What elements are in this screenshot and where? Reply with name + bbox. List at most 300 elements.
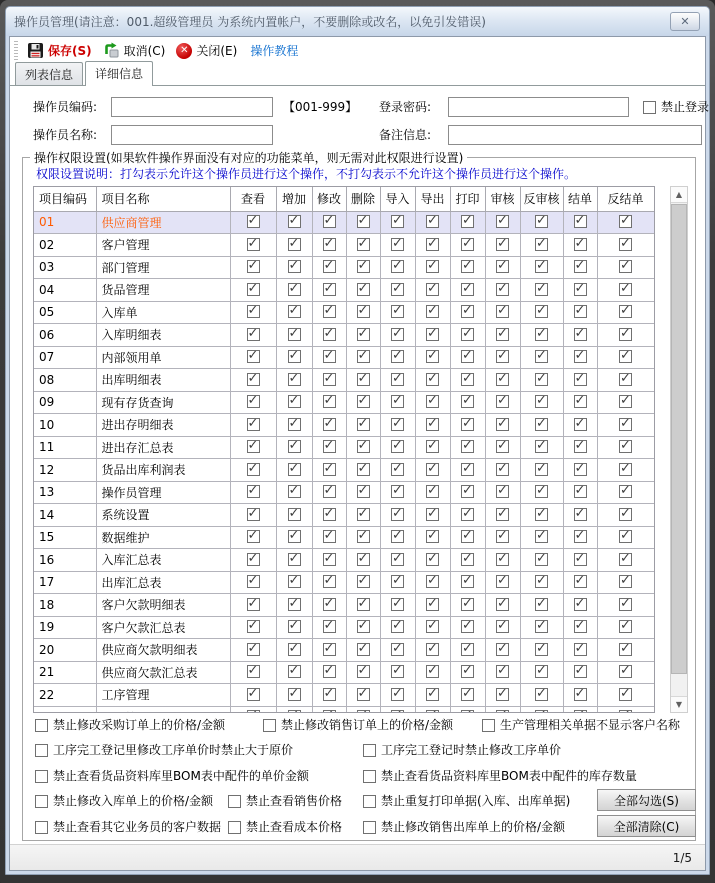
permission-checkbox[interactable] bbox=[323, 328, 336, 341]
permission-checkbox[interactable] bbox=[357, 283, 370, 296]
column-header[interactable]: 增加 bbox=[276, 187, 312, 211]
permission-checkbox[interactable] bbox=[391, 463, 404, 476]
column-header[interactable]: 项目名称 bbox=[96, 187, 230, 211]
permission-checkbox[interactable] bbox=[323, 620, 336, 633]
permission-checkbox[interactable] bbox=[619, 373, 632, 386]
permission-checkbox[interactable] bbox=[461, 598, 474, 611]
permission-checkbox[interactable] bbox=[535, 688, 548, 701]
operator-name-input[interactable] bbox=[111, 125, 273, 145]
permission-checkbox[interactable] bbox=[574, 373, 587, 386]
table-row[interactable] bbox=[34, 616, 654, 639]
permission-checkbox[interactable] bbox=[619, 643, 632, 656]
permission-checkbox[interactable] bbox=[426, 553, 439, 566]
permission-checkbox[interactable] bbox=[288, 238, 301, 251]
permission-checkbox[interactable] bbox=[574, 260, 587, 273]
permission-checkbox[interactable] bbox=[288, 508, 301, 521]
permission-checkbox[interactable] bbox=[574, 463, 587, 476]
permission-checkbox[interactable] bbox=[391, 440, 404, 453]
permission-checkbox[interactable] bbox=[535, 373, 548, 386]
permission-checkbox[interactable] bbox=[535, 215, 548, 228]
permission-checkbox[interactable] bbox=[288, 643, 301, 656]
restriction-checkbox[interactable] bbox=[35, 770, 48, 783]
permission-checkbox[interactable] bbox=[619, 328, 632, 341]
permission-checkbox[interactable] bbox=[288, 688, 301, 701]
permission-checkbox[interactable] bbox=[391, 283, 404, 296]
permission-checkbox[interactable] bbox=[619, 283, 632, 296]
table-row[interactable] bbox=[34, 346, 654, 369]
permission-checkbox[interactable] bbox=[391, 485, 404, 498]
permission-checkbox[interactable] bbox=[288, 553, 301, 566]
scroll-up-icon[interactable]: ▲ bbox=[671, 187, 687, 203]
permission-checkbox[interactable] bbox=[461, 553, 474, 566]
permission-checkbox[interactable] bbox=[391, 508, 404, 521]
permission-checkbox[interactable] bbox=[426, 328, 439, 341]
permission-checkbox[interactable] bbox=[323, 530, 336, 543]
permission-checkbox[interactable] bbox=[323, 598, 336, 611]
permission-checkbox[interactable] bbox=[496, 643, 509, 656]
permission-checkbox[interactable] bbox=[619, 440, 632, 453]
permission-checkbox[interactable] bbox=[461, 688, 474, 701]
permission-checkbox[interactable] bbox=[391, 260, 404, 273]
permission-checkbox[interactable] bbox=[391, 643, 404, 656]
permission-checkbox[interactable] bbox=[288, 395, 301, 408]
permission-checkbox[interactable] bbox=[496, 350, 509, 363]
permission-checkbox[interactable] bbox=[391, 575, 404, 588]
permission-checkbox[interactable] bbox=[496, 620, 509, 633]
column-header[interactable]: 结单 bbox=[563, 187, 597, 211]
column-header[interactable]: 审核 bbox=[485, 187, 520, 211]
save-button[interactable] bbox=[23, 40, 99, 61]
permission-checkbox[interactable] bbox=[461, 305, 474, 318]
permission-checkbox[interactable] bbox=[288, 575, 301, 588]
column-header[interactable]: 项目编码 bbox=[34, 187, 96, 211]
table-row[interactable] bbox=[34, 639, 654, 662]
permission-checkbox[interactable] bbox=[357, 350, 370, 363]
permission-checkbox[interactable] bbox=[619, 530, 632, 543]
restriction-option[interactable] bbox=[228, 815, 342, 840]
permission-checkbox[interactable] bbox=[357, 485, 370, 498]
permission-checkbox[interactable] bbox=[535, 283, 548, 296]
permission-checkbox[interactable] bbox=[461, 238, 474, 251]
table-row[interactable] bbox=[34, 436, 654, 459]
permission-checkbox[interactable] bbox=[247, 530, 260, 543]
permission-checkbox[interactable] bbox=[426, 215, 439, 228]
restriction-checkbox[interactable] bbox=[363, 770, 376, 783]
permission-checkbox[interactable] bbox=[247, 508, 260, 521]
permission-checkbox[interactable] bbox=[247, 395, 260, 408]
permission-checkbox[interactable] bbox=[357, 373, 370, 386]
permission-checkbox[interactable] bbox=[357, 463, 370, 476]
permission-checkbox[interactable] bbox=[288, 665, 301, 678]
permission-checkbox[interactable] bbox=[247, 553, 260, 566]
permission-checkbox[interactable] bbox=[391, 238, 404, 251]
permission-checkbox[interactable] bbox=[535, 620, 548, 633]
permission-checkbox[interactable] bbox=[619, 575, 632, 588]
permission-checkbox[interactable] bbox=[391, 328, 404, 341]
permission-checkbox[interactable] bbox=[535, 553, 548, 566]
permission-checkbox[interactable] bbox=[323, 260, 336, 273]
window-close-button[interactable]: ✕ bbox=[670, 12, 700, 31]
permission-checkbox[interactable] bbox=[426, 283, 439, 296]
permission-checkbox[interactable] bbox=[288, 283, 301, 296]
permission-checkbox[interactable] bbox=[535, 665, 548, 678]
permission-checkbox[interactable] bbox=[461, 463, 474, 476]
permission-checkbox[interactable] bbox=[247, 485, 260, 498]
tab-detail-info[interactable]: 详细信息 bbox=[85, 61, 153, 86]
permission-checkbox[interactable] bbox=[619, 395, 632, 408]
permission-checkbox[interactable] bbox=[619, 463, 632, 476]
permission-checkbox[interactable] bbox=[461, 508, 474, 521]
permission-checkbox[interactable] bbox=[426, 688, 439, 701]
permission-checkbox[interactable] bbox=[461, 350, 474, 363]
column-header[interactable]: 反审核 bbox=[520, 187, 563, 211]
permission-checkbox[interactable] bbox=[535, 463, 548, 476]
operator-code-input[interactable] bbox=[111, 97, 273, 117]
permission-checkbox[interactable] bbox=[288, 485, 301, 498]
permission-checkbox[interactable] bbox=[391, 598, 404, 611]
table-row[interactable] bbox=[34, 684, 654, 707]
permission-checkbox[interactable] bbox=[496, 553, 509, 566]
permission-checkbox[interactable] bbox=[426, 598, 439, 611]
permission-checkbox[interactable] bbox=[391, 305, 404, 318]
table-row[interactable] bbox=[34, 594, 654, 617]
permission-checkbox[interactable] bbox=[426, 575, 439, 588]
permission-checkbox[interactable] bbox=[619, 485, 632, 498]
permission-checkbox[interactable] bbox=[496, 418, 509, 431]
restriction-option[interactable] bbox=[35, 815, 221, 840]
permission-checkbox[interactable] bbox=[426, 508, 439, 521]
column-header[interactable]: 删除 bbox=[346, 187, 380, 211]
permission-checkbox[interactable] bbox=[357, 598, 370, 611]
permission-checkbox[interactable] bbox=[574, 508, 587, 521]
permission-checkbox[interactable] bbox=[247, 688, 260, 701]
restriction-checkbox[interactable] bbox=[482, 719, 495, 732]
permission-checkbox[interactable] bbox=[619, 238, 632, 251]
table-row[interactable] bbox=[34, 279, 654, 302]
permission-checkbox[interactable] bbox=[247, 260, 260, 273]
permission-checkbox[interactable] bbox=[357, 305, 370, 318]
scroll-down-icon[interactable]: ▼ bbox=[671, 696, 687, 712]
restriction-option[interactable] bbox=[363, 815, 565, 840]
permission-checkbox[interactable] bbox=[357, 440, 370, 453]
restriction-option[interactable] bbox=[35, 789, 213, 814]
permission-checkbox[interactable] bbox=[496, 440, 509, 453]
permission-checkbox[interactable] bbox=[391, 215, 404, 228]
permission-checkbox[interactable] bbox=[247, 575, 260, 588]
table-row[interactable] bbox=[34, 549, 654, 572]
permission-checkbox[interactable] bbox=[461, 373, 474, 386]
permission-checkbox[interactable] bbox=[461, 485, 474, 498]
table-vertical-scrollbar[interactable] bbox=[670, 186, 688, 713]
restriction-checkbox[interactable] bbox=[35, 744, 48, 757]
permission-checkbox[interactable] bbox=[247, 350, 260, 363]
permission-checkbox[interactable] bbox=[391, 553, 404, 566]
permission-checkbox[interactable] bbox=[288, 598, 301, 611]
cancel-button[interactable] bbox=[99, 40, 173, 61]
check-all-button[interactable]: 全部勾选(S) bbox=[597, 789, 696, 811]
permission-checkbox[interactable] bbox=[461, 418, 474, 431]
permission-checkbox[interactable] bbox=[426, 620, 439, 633]
permission-checkbox[interactable] bbox=[426, 373, 439, 386]
permission-checkbox[interactable] bbox=[574, 283, 587, 296]
column-header[interactable]: 导出 bbox=[415, 187, 450, 211]
close-button[interactable] bbox=[172, 40, 244, 61]
permission-checkbox[interactable] bbox=[391, 350, 404, 363]
permission-checkbox[interactable] bbox=[357, 215, 370, 228]
permission-checkbox[interactable] bbox=[619, 350, 632, 363]
permission-checkbox[interactable] bbox=[496, 395, 509, 408]
permission-checkbox[interactable] bbox=[288, 215, 301, 228]
permission-checkbox[interactable] bbox=[323, 215, 336, 228]
permission-checkbox[interactable] bbox=[426, 643, 439, 656]
permission-checkbox[interactable] bbox=[247, 238, 260, 251]
permission-checkbox[interactable] bbox=[535, 485, 548, 498]
permission-checkbox[interactable] bbox=[619, 665, 632, 678]
permission-checkbox[interactable] bbox=[288, 440, 301, 453]
permission-checkbox[interactable] bbox=[619, 305, 632, 318]
permission-checkbox[interactable] bbox=[247, 440, 260, 453]
permission-checkbox[interactable] bbox=[426, 463, 439, 476]
permission-checkbox[interactable] bbox=[461, 440, 474, 453]
permission-checkbox[interactable] bbox=[357, 575, 370, 588]
permission-checkbox[interactable] bbox=[247, 643, 260, 656]
permission-checkbox[interactable] bbox=[496, 530, 509, 543]
permission-checkbox[interactable] bbox=[323, 665, 336, 678]
table-row[interactable] bbox=[34, 661, 654, 684]
permission-checkbox[interactable] bbox=[426, 350, 439, 363]
permission-checkbox[interactable] bbox=[535, 328, 548, 341]
permission-checkbox[interactable] bbox=[574, 575, 587, 588]
scrollbar-thumb[interactable] bbox=[671, 204, 687, 674]
table-row[interactable] bbox=[34, 211, 654, 234]
table-row[interactable] bbox=[34, 504, 654, 527]
permission-checkbox[interactable] bbox=[496, 463, 509, 476]
permission-checkbox[interactable] bbox=[461, 283, 474, 296]
permission-checkbox[interactable] bbox=[357, 620, 370, 633]
permission-checkbox[interactable] bbox=[574, 620, 587, 633]
column-header[interactable]: 修改 bbox=[312, 187, 346, 211]
permission-checkbox[interactable] bbox=[323, 643, 336, 656]
permission-checkbox[interactable] bbox=[574, 643, 587, 656]
permission-checkbox[interactable] bbox=[619, 620, 632, 633]
permission-checkbox[interactable] bbox=[288, 620, 301, 633]
permission-checkbox[interactable] bbox=[574, 553, 587, 566]
permission-checkbox[interactable] bbox=[461, 260, 474, 273]
permission-checkbox[interactable] bbox=[357, 553, 370, 566]
permission-checkbox[interactable] bbox=[247, 305, 260, 318]
permission-checkbox[interactable] bbox=[535, 260, 548, 273]
permission-checkbox[interactable] bbox=[426, 485, 439, 498]
column-header[interactable]: 导入 bbox=[380, 187, 415, 211]
permission-checkbox[interactable] bbox=[357, 508, 370, 521]
table-row[interactable] bbox=[34, 391, 654, 414]
restriction-option[interactable] bbox=[363, 764, 637, 789]
permission-checkbox[interactable] bbox=[461, 643, 474, 656]
permission-checkbox[interactable] bbox=[323, 553, 336, 566]
permission-checkbox[interactable] bbox=[496, 260, 509, 273]
restriction-option[interactable] bbox=[35, 738, 293, 763]
permission-checkbox[interactable] bbox=[391, 373, 404, 386]
permission-checkbox[interactable] bbox=[535, 508, 548, 521]
tutorial-link[interactable]: 操作教程 bbox=[250, 44, 299, 58]
permission-checkbox[interactable] bbox=[496, 373, 509, 386]
permission-checkbox[interactable] bbox=[426, 440, 439, 453]
permission-checkbox[interactable] bbox=[535, 395, 548, 408]
permission-checkbox[interactable] bbox=[391, 418, 404, 431]
permission-checkbox[interactable] bbox=[574, 238, 587, 251]
permission-checkbox[interactable] bbox=[574, 215, 587, 228]
table-row[interactable] bbox=[34, 324, 654, 347]
tab-list-info[interactable]: 列表信息 bbox=[15, 62, 83, 85]
permission-checkbox[interactable] bbox=[323, 418, 336, 431]
permission-checkbox[interactable] bbox=[323, 440, 336, 453]
restriction-checkbox[interactable] bbox=[35, 821, 48, 834]
permission-checkbox[interactable] bbox=[391, 665, 404, 678]
permission-checkbox[interactable] bbox=[574, 440, 587, 453]
permission-checkbox[interactable] bbox=[574, 418, 587, 431]
permission-checkbox[interactable] bbox=[323, 305, 336, 318]
restriction-option[interactable] bbox=[263, 713, 453, 738]
clear-all-button[interactable]: 全部清除(C) bbox=[597, 815, 696, 837]
permission-checkbox[interactable] bbox=[619, 598, 632, 611]
permission-checkbox[interactable] bbox=[535, 530, 548, 543]
permission-checkbox[interactable] bbox=[357, 238, 370, 251]
permission-checkbox[interactable] bbox=[323, 238, 336, 251]
permission-checkbox[interactable] bbox=[323, 283, 336, 296]
remark-input[interactable] bbox=[448, 125, 702, 145]
permission-checkbox[interactable] bbox=[323, 575, 336, 588]
table-row[interactable] bbox=[34, 414, 654, 437]
permission-checkbox[interactable] bbox=[426, 530, 439, 543]
column-header[interactable]: 打印 bbox=[450, 187, 485, 211]
table-row[interactable] bbox=[34, 481, 654, 504]
permission-checkbox[interactable] bbox=[323, 463, 336, 476]
table-row[interactable] bbox=[34, 706, 654, 713]
permission-checkbox[interactable] bbox=[461, 328, 474, 341]
column-header[interactable]: 查看 bbox=[230, 187, 276, 211]
permission-checkbox[interactable] bbox=[288, 328, 301, 341]
permission-checkbox[interactable] bbox=[496, 238, 509, 251]
permission-checkbox[interactable] bbox=[288, 373, 301, 386]
permission-checkbox[interactable] bbox=[288, 350, 301, 363]
permission-checkbox[interactable] bbox=[535, 575, 548, 588]
table-row[interactable] bbox=[34, 369, 654, 392]
restriction-checkbox[interactable] bbox=[263, 719, 276, 732]
table-row[interactable] bbox=[34, 571, 654, 594]
permission-checkbox[interactable] bbox=[574, 688, 587, 701]
permission-checkbox[interactable] bbox=[574, 665, 587, 678]
permission-checkbox[interactable] bbox=[247, 418, 260, 431]
column-header[interactable]: 反结单 bbox=[597, 187, 654, 211]
permission-checkbox[interactable] bbox=[247, 283, 260, 296]
permission-checkbox[interactable] bbox=[535, 350, 548, 363]
permission-checkbox[interactable] bbox=[323, 350, 336, 363]
permission-checkbox[interactable] bbox=[461, 620, 474, 633]
permission-checkbox[interactable] bbox=[323, 373, 336, 386]
permission-checkbox[interactable] bbox=[391, 620, 404, 633]
permission-checkbox[interactable] bbox=[574, 328, 587, 341]
permission-checkbox[interactable] bbox=[426, 665, 439, 678]
permission-checkbox[interactable] bbox=[357, 395, 370, 408]
permission-checkbox[interactable] bbox=[535, 440, 548, 453]
permission-checkbox[interactable] bbox=[323, 508, 336, 521]
permission-checkbox[interactable] bbox=[496, 575, 509, 588]
permission-checkbox[interactable] bbox=[619, 215, 632, 228]
permission-checkbox[interactable] bbox=[461, 575, 474, 588]
permission-checkbox[interactable] bbox=[619, 260, 632, 273]
permission-checkbox[interactable] bbox=[247, 373, 260, 386]
permission-checkbox[interactable] bbox=[574, 350, 587, 363]
table-row[interactable] bbox=[34, 459, 654, 482]
permission-checkbox[interactable] bbox=[496, 485, 509, 498]
restriction-option[interactable] bbox=[35, 713, 225, 738]
permission-checkbox[interactable] bbox=[496, 598, 509, 611]
forbid-login-option[interactable] bbox=[643, 95, 709, 120]
permission-checkbox[interactable] bbox=[619, 418, 632, 431]
permission-checkbox[interactable] bbox=[461, 215, 474, 228]
permission-checkbox[interactable] bbox=[247, 463, 260, 476]
permission-checkbox[interactable] bbox=[535, 305, 548, 318]
permission-checkbox[interactable] bbox=[496, 215, 509, 228]
permission-checkbox[interactable] bbox=[391, 395, 404, 408]
permission-checkbox[interactable] bbox=[357, 530, 370, 543]
permission-checkbox[interactable] bbox=[357, 643, 370, 656]
permission-checkbox[interactable] bbox=[461, 395, 474, 408]
permission-checkbox[interactable] bbox=[574, 485, 587, 498]
permission-checkbox[interactable] bbox=[619, 688, 632, 701]
table-row[interactable] bbox=[34, 526, 654, 549]
restriction-checkbox[interactable] bbox=[228, 821, 241, 834]
permission-checkbox[interactable] bbox=[496, 508, 509, 521]
toolbar-gripper[interactable] bbox=[14, 41, 18, 61]
permission-checkbox[interactable] bbox=[619, 508, 632, 521]
permission-checkbox[interactable] bbox=[461, 665, 474, 678]
permission-checkbox[interactable] bbox=[496, 283, 509, 296]
permission-checkbox[interactable] bbox=[247, 215, 260, 228]
permission-checkbox[interactable] bbox=[426, 238, 439, 251]
permission-checkbox[interactable] bbox=[426, 305, 439, 318]
restriction-option[interactable] bbox=[363, 789, 570, 814]
permission-checkbox[interactable] bbox=[461, 530, 474, 543]
table-row[interactable] bbox=[34, 301, 654, 324]
permission-checkbox[interactable] bbox=[247, 665, 260, 678]
permission-checkbox[interactable] bbox=[357, 328, 370, 341]
restriction-checkbox[interactable] bbox=[228, 795, 241, 808]
permission-checkbox[interactable] bbox=[288, 463, 301, 476]
restriction-checkbox[interactable] bbox=[35, 719, 48, 732]
permission-checkbox[interactable] bbox=[288, 418, 301, 431]
permission-checkbox[interactable] bbox=[496, 305, 509, 318]
permission-checkbox[interactable] bbox=[391, 688, 404, 701]
restriction-checkbox[interactable] bbox=[363, 821, 376, 834]
permission-checkbox[interactable] bbox=[574, 598, 587, 611]
permission-checkbox[interactable] bbox=[391, 530, 404, 543]
permission-checkbox[interactable] bbox=[619, 553, 632, 566]
permission-checkbox[interactable] bbox=[323, 395, 336, 408]
permission-checkbox[interactable] bbox=[535, 643, 548, 656]
permission-checkbox[interactable] bbox=[357, 260, 370, 273]
permission-checkbox[interactable] bbox=[247, 620, 260, 633]
table-row[interactable] bbox=[34, 256, 654, 279]
restriction-option[interactable] bbox=[363, 738, 561, 763]
permission-checkbox[interactable] bbox=[496, 328, 509, 341]
permission-checkbox[interactable] bbox=[496, 665, 509, 678]
permission-checkbox[interactable] bbox=[535, 598, 548, 611]
permission-checkbox[interactable] bbox=[357, 665, 370, 678]
permission-checkbox[interactable] bbox=[574, 395, 587, 408]
permission-checkbox[interactable] bbox=[496, 688, 509, 701]
forbid-login-checkbox[interactable] bbox=[643, 101, 656, 114]
